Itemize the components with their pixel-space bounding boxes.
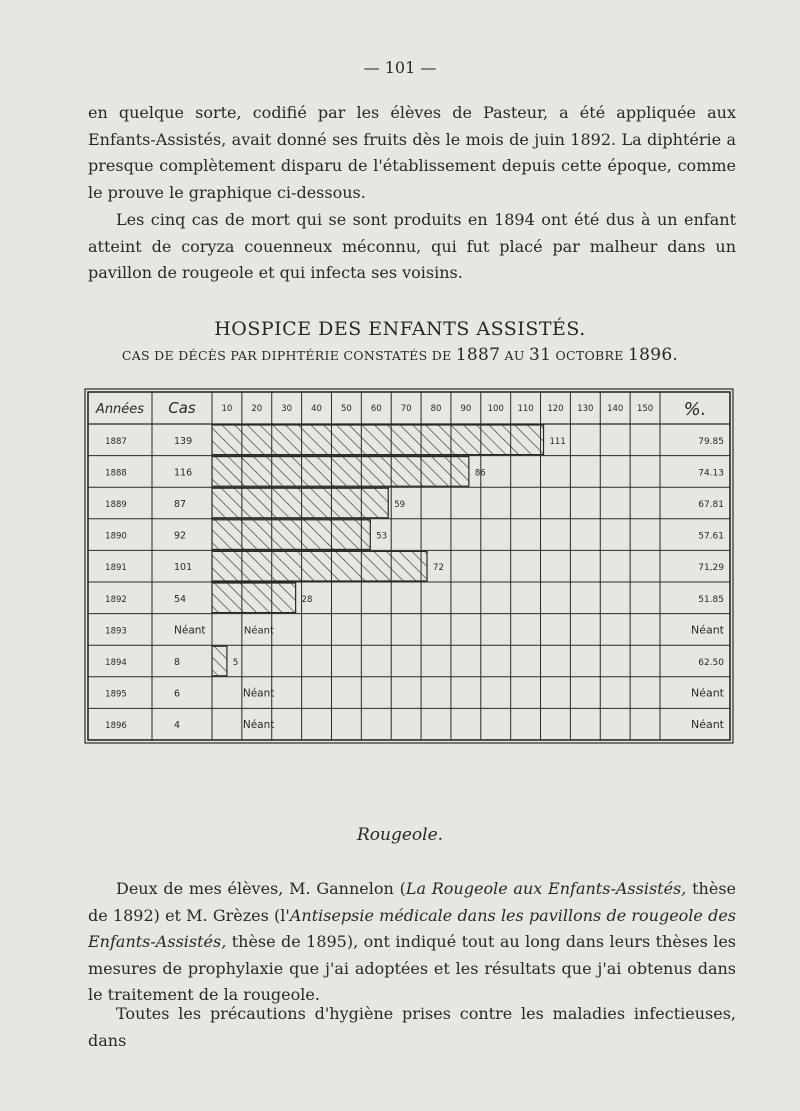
row-cases: Néant xyxy=(174,624,206,637)
header-cases: Cas xyxy=(168,399,196,417)
row-cases: 139 xyxy=(174,435,193,447)
row-percent: 79.85 xyxy=(698,436,724,447)
scale-tick: 90 xyxy=(460,404,472,414)
bar-1891 xyxy=(212,551,427,581)
scale-tick: 140 xyxy=(607,404,624,414)
row-cases: 92 xyxy=(174,530,187,542)
paragraph: en quelque sorte, codifié par les élèves de Pasteur, a été appliquée aux Enfants-Assistés, avait donné ses fruits dès le mois de juin 1892. La diphtérie a presque complètement disparu de l'établissement depuis cette époque, comme le prouve le graphique ci-dessous. xyxy=(88,103,736,202)
bar-1890 xyxy=(212,520,370,550)
scale-tick: 120 xyxy=(547,404,564,414)
bar-label: Néant xyxy=(242,687,275,700)
bar-label: 111 xyxy=(549,436,566,447)
row-percent: Néant xyxy=(690,718,724,732)
bar-1887 xyxy=(212,425,544,455)
row-year: 1889 xyxy=(105,500,127,510)
chart-title: HOSPICE DES ENFANTS ASSISTÉS. xyxy=(214,318,586,340)
scale-tick: 110 xyxy=(517,404,534,414)
chart-subtitle: CAS DE DÉCÈS PAR DIPHTÉRIE CONSTATÉS DE 1887 AU 31 OCTOBRE 1896. xyxy=(121,345,679,365)
bar-1892 xyxy=(212,583,296,613)
scale-tick: 60 xyxy=(370,404,382,414)
bar-label: 28 xyxy=(301,594,313,605)
row-year: 1888 xyxy=(105,468,127,479)
bar-1888 xyxy=(212,457,469,487)
row-cases: 4 xyxy=(174,720,181,732)
bar-label: 72 xyxy=(433,563,444,574)
row-year: 1896 xyxy=(105,721,127,732)
bar-label: 59 xyxy=(394,500,406,510)
scale-tick: 130 xyxy=(577,404,594,414)
page-number: — 101 — xyxy=(363,58,437,77)
row-year: 1892 xyxy=(105,594,127,605)
row-year: 1890 xyxy=(105,531,127,542)
bar-label: 86 xyxy=(474,468,486,479)
scale-tick: 30 xyxy=(281,404,293,414)
scale-tick: 100 xyxy=(487,404,504,414)
row-year: 1893 xyxy=(105,626,127,637)
row-cases: 116 xyxy=(174,467,193,479)
row-percent: Néant xyxy=(690,623,724,637)
paragraph: Les cinq cas de mort qui se sont produits en 1894 ont été dus à un enfant atteint de coryza couenneux méconnu, qui fut placé par malheur dans un pavillon de rougeole et qui infecta ses voisins. xyxy=(88,210,736,282)
row-year: 1895 xyxy=(105,689,127,700)
row-percent: 62.50 xyxy=(698,658,724,668)
row-cases: 54 xyxy=(174,593,187,605)
paragraph: Deux de mes élèves, M. Gannelon (La Rougeole aux Enfants-Assistés, thèse de 1892) et M. Grèzes (l'Antisepsie médicale dans les pavillons de rougeole des Enfants-Assistés, thèse de 1895), ont indiqué tout au long dans leurs thèses les mesures de prophylaxie que j'ai adoptées et les résultats que j'ai obtenus dans le traitement de la rougeole. xyxy=(88,879,737,1004)
header-percent: %. xyxy=(683,399,707,420)
scale-tick: 70 xyxy=(400,404,412,414)
row-percent: 74.13 xyxy=(698,468,724,479)
row-percent: 67.81 xyxy=(698,500,724,510)
bar-1894 xyxy=(212,646,227,676)
bar-label: 53 xyxy=(376,531,388,542)
row-percent: Néant xyxy=(690,686,724,700)
row-year: 1887 xyxy=(105,436,127,447)
row-cases: 101 xyxy=(174,562,193,574)
scale-tick: 150 xyxy=(636,404,654,414)
paragraph: Toutes les précautions d'hygiène prises contre les maladies infectieuses, dans xyxy=(88,1004,736,1050)
header-years: Années xyxy=(95,402,145,417)
row-cases: 8 xyxy=(174,657,181,668)
row-cases: 87 xyxy=(174,499,187,510)
row-year: 1891 xyxy=(105,563,127,574)
bar-label: Néant xyxy=(242,719,275,732)
bar-label: Néant xyxy=(243,625,274,637)
row-percent: 51.85 xyxy=(698,594,724,605)
scale-tick: 10 xyxy=(221,404,233,414)
bar-label: 5 xyxy=(232,658,239,668)
row-percent: 57.61 xyxy=(698,531,724,542)
row-percent: 71,29 xyxy=(698,563,724,574)
row-cases: 6 xyxy=(174,688,181,700)
scale-tick: 80 xyxy=(430,404,442,414)
scale-tick: 50 xyxy=(340,404,352,414)
section-heading: Rougeole. xyxy=(356,825,444,845)
scale-tick: 20 xyxy=(251,404,263,414)
scale-tick: 40 xyxy=(311,404,322,414)
row-year: 1894 xyxy=(105,658,127,668)
